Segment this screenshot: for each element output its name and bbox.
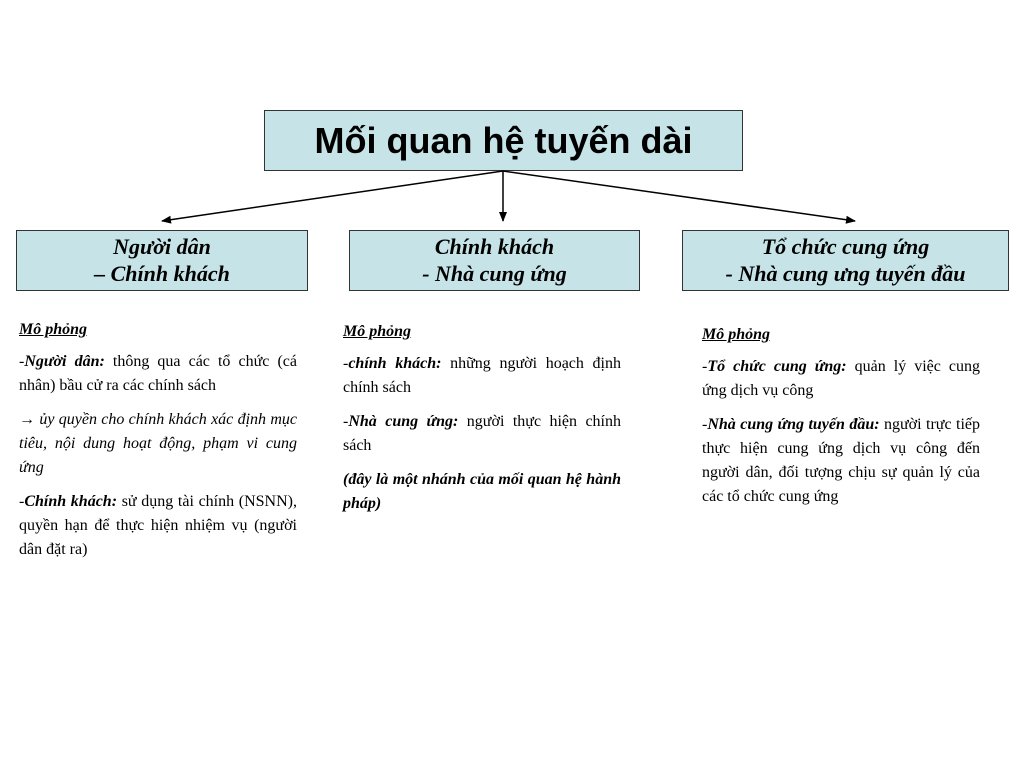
box-politicians-providers [349,230,640,291]
column-left-label: Mô phỏng [19,321,88,338]
column-right [702,323,980,519]
box-mid-line2: - Nhà cung ứng [422,261,567,286]
column-left-p2: → ủy quyền cho chính khách xác định mục tiêu, nội dung hoạt động, phạm vi cung ứng [19,411,298,476]
box-people-politicians [16,230,308,291]
column-left-p1: -Người dân: thông qua các tổ chức (cá nhân) bầu cử ra các chính sách [19,353,297,394]
column-middle [343,320,621,526]
column-mid-label: Mô phỏng [343,323,412,340]
box-right-line2: - Nhà cung ưng tuyến đầu [725,261,966,286]
box-right-line1: Tổ chức cung ứng [761,234,930,259]
column-left [19,318,297,572]
column-right-label: Mô phỏng [702,326,771,343]
column-mid-p3: (đây là một nhánh của mối quan hệ hành pháp) [343,471,621,512]
column-left-p3: -Chính khách: sử dụng tài chính (NSNN), quyền hạn để thực hiện nhiệm vụ (người dân đặt ra) [19,493,297,558]
diagram-title: Mối quan hệ tuyến dài [314,120,693,161]
box-left-line2: – Chính khách [94,261,230,286]
arrow-to-left [162,171,503,221]
column-mid-p1: -chính khách: những người hoạch định chính sách [343,355,622,396]
arrow-to-right [503,171,855,221]
box-left-line1: Người dân [113,234,211,259]
box-mid-line1: Chính khách [434,234,555,259]
column-mid-p2: -Nhà cung ứng: người thực hiện chính sách [343,413,622,454]
box-orgs-frontline [682,230,1009,291]
column-right-p2: -Nhà cung ứng tuyến đầu: người trực tiếp thực hiện cung ứng dịch vụ công đến người dân, đối tượng chịu sự quản lý của các tổ chức cung ứng [702,416,980,505]
column-right-p1: -Tổ chức cung ứng: quản lý việc cung ứng dịch vụ công [702,358,981,399]
